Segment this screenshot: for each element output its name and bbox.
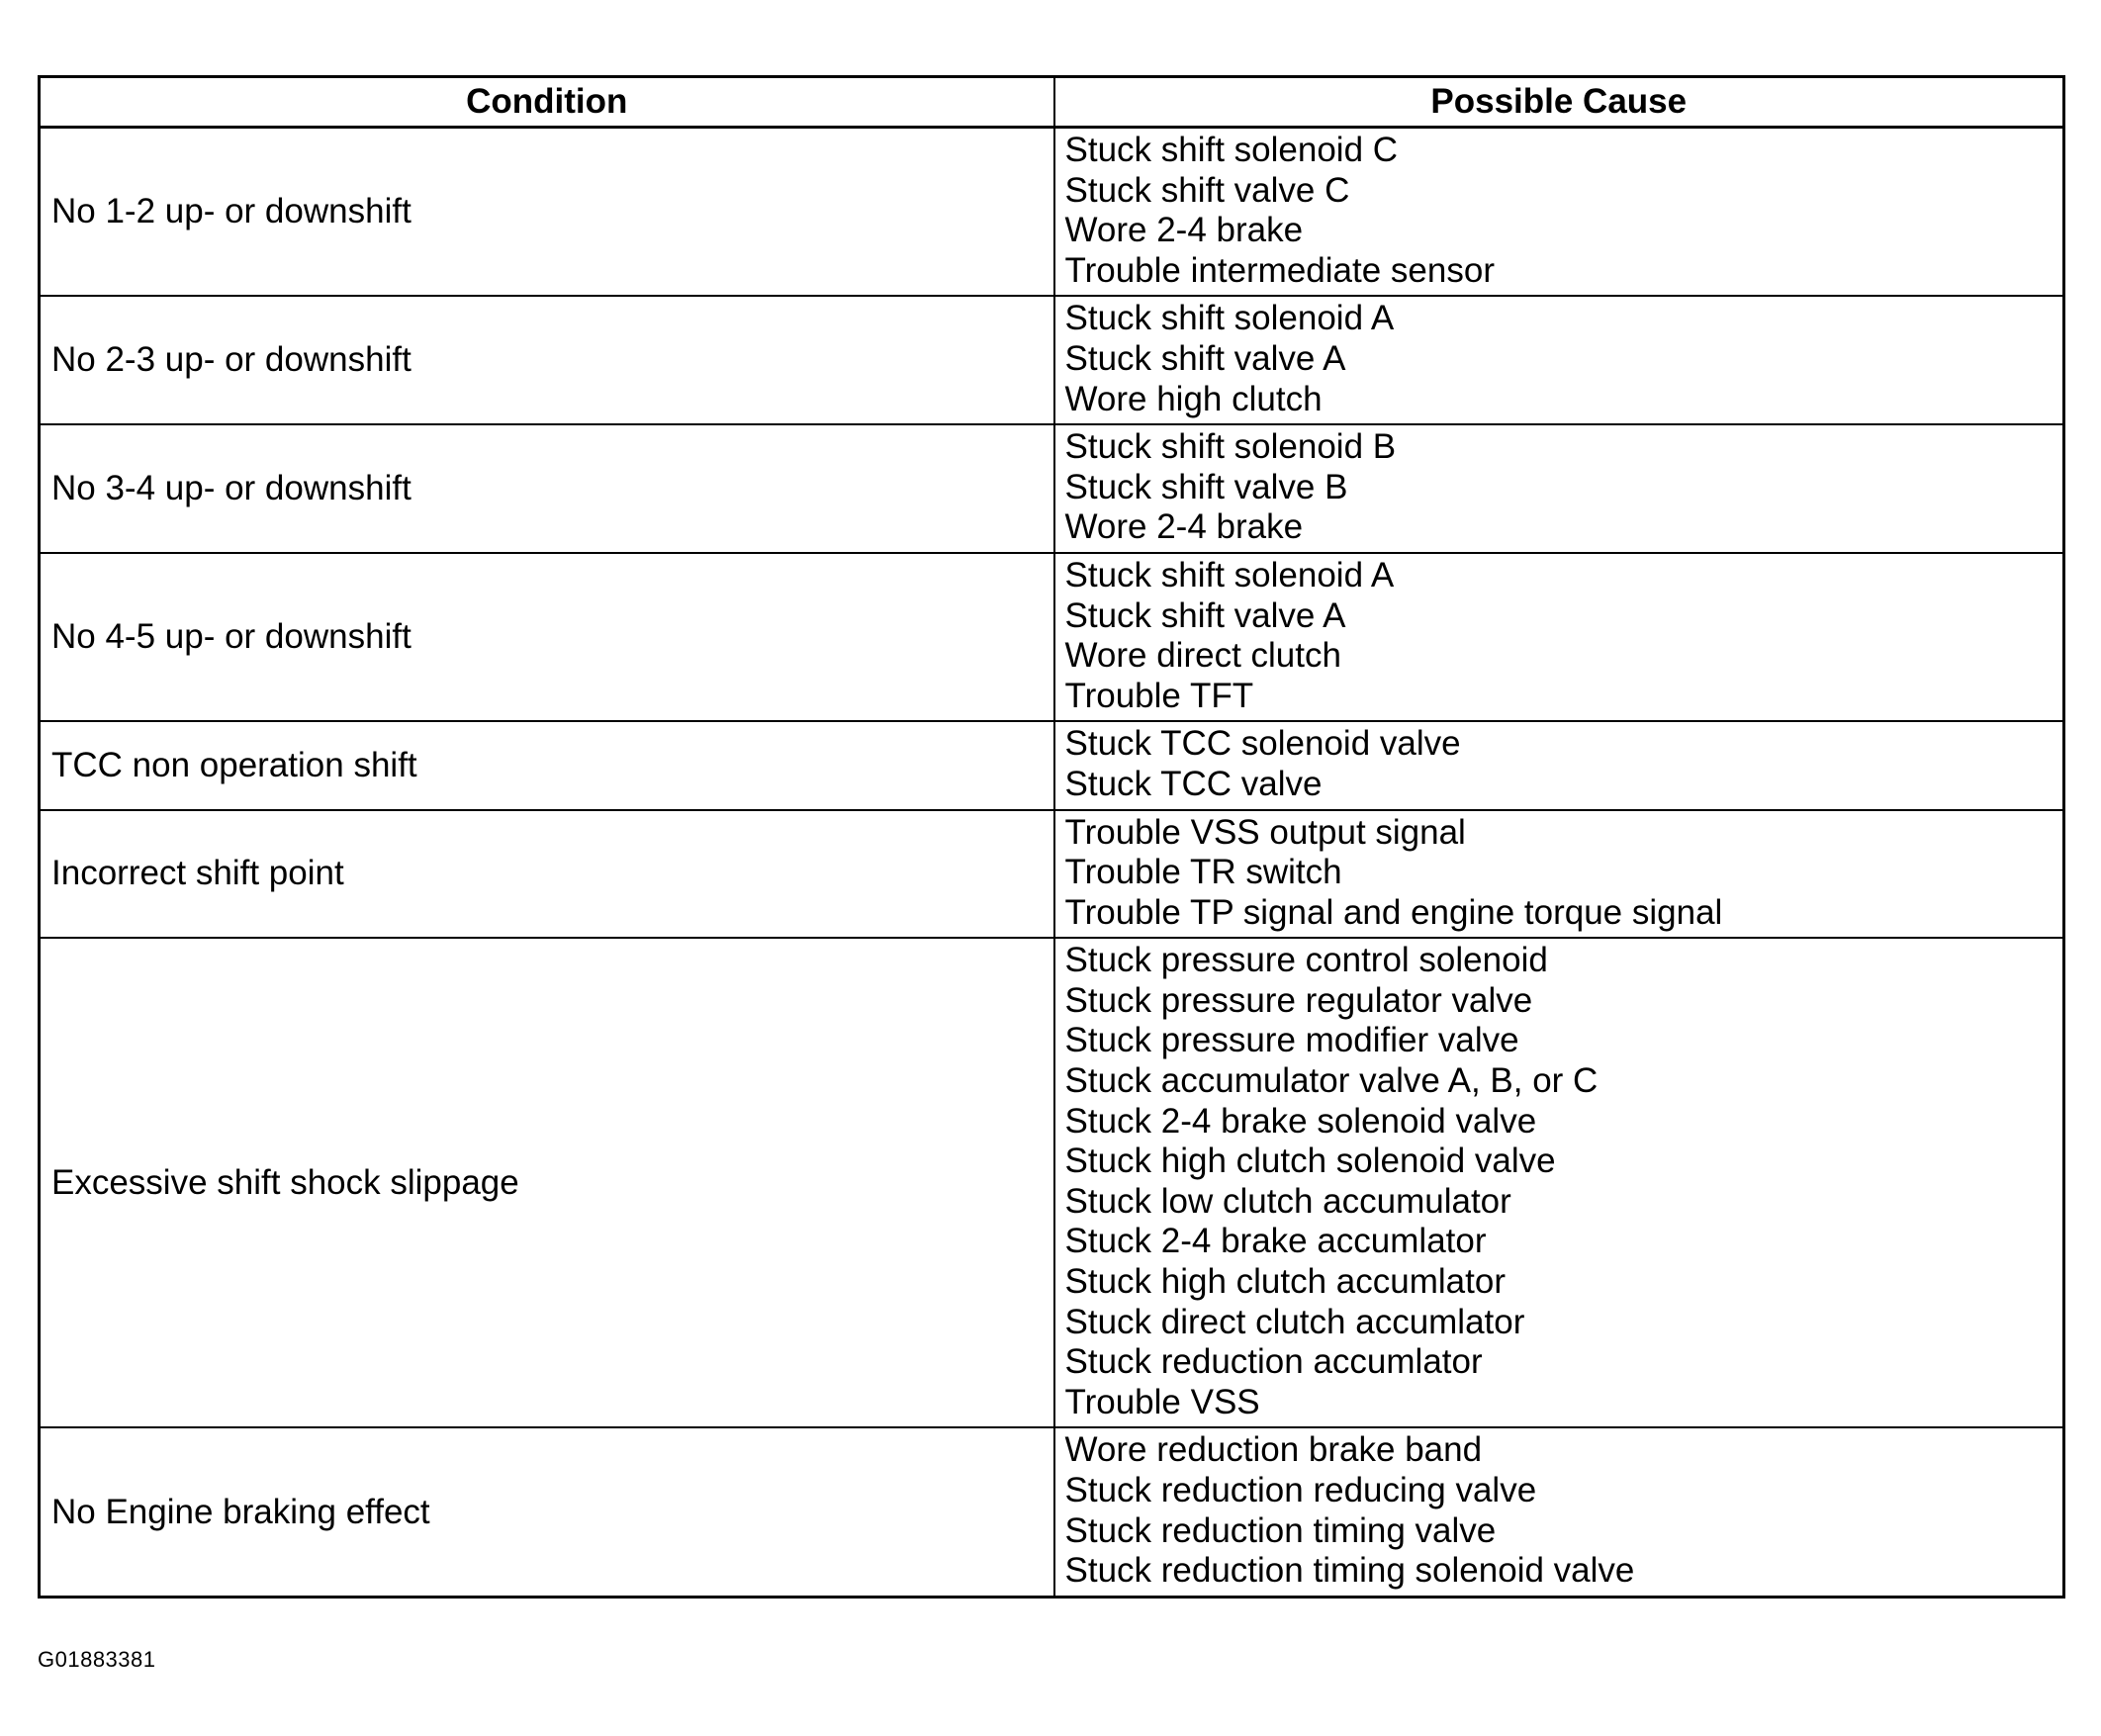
table-row — [40, 128, 2064, 297]
cause-item: Stuck high clutch accumlator — [1064, 1262, 1506, 1302]
cause-item: Stuck shift solenoid A — [1064, 555, 1395, 594]
table-row — [40, 1427, 2064, 1597]
diagnosis-table — [38, 75, 2065, 1599]
cause-item: Stuck 2-4 brake accumlator — [1064, 1222, 1487, 1261]
cause-item: Stuck pressure regulator valve — [1064, 980, 1533, 1020]
cause-item: Stuck accumulator valve A, B, or C — [1064, 1061, 1599, 1101]
cause-item: Stuck shift solenoid B — [1064, 427, 1397, 467]
cause-item: Stuck direct clutch accumlator — [1064, 1302, 1525, 1341]
table-row — [40, 553, 2064, 721]
cause-item: Stuck shift valve C — [1064, 170, 1350, 210]
cause-item: Trouble intermediate sensor — [1064, 250, 1495, 290]
possible-cause-cell — [1054, 810, 2064, 939]
possible-cause-cell — [1054, 128, 2064, 297]
table-header — [40, 77, 2064, 128]
table-body — [40, 128, 2064, 1598]
cause-item: Stuck pressure control solenoid — [1064, 941, 1548, 980]
cause-item: Stuck TCC solenoid valve — [1064, 724, 1461, 764]
cause-item: Stuck low clutch accumulator — [1064, 1181, 1511, 1221]
cause-item: Stuck pressure modifier valve — [1064, 1021, 1519, 1060]
cause-item: Trouble TFT — [1064, 676, 1254, 715]
cause-item: Stuck reduction timing valve — [1064, 1510, 1497, 1550]
cause-list — [1065, 556, 2063, 716]
cause-item: Trouble VSS — [1064, 1382, 1260, 1421]
possible-cause-cell — [1054, 296, 2064, 424]
cause-item: Stuck reduction accumlator — [1064, 1342, 1483, 1382]
cause-list — [1065, 1430, 2063, 1591]
possible-cause-column-header: Possible Cause — [1054, 77, 2064, 128]
figure-id: G01883381 — [38, 1647, 156, 1672]
table-row — [40, 296, 2064, 424]
cause-item: Stuck 2-4 brake solenoid valve — [1064, 1101, 1537, 1141]
condition-cell: TCC non operation shift — [40, 721, 1054, 809]
table-row — [40, 810, 2064, 939]
cause-item: Wore reduction brake band — [1064, 1430, 1483, 1470]
possible-cause-cell — [1054, 553, 2064, 721]
condition-cell: No 2-3 up- or downshift — [40, 296, 1054, 424]
cause-list — [1065, 427, 2063, 548]
condition-cell: Incorrect shift point — [40, 810, 1054, 939]
cause-item: Stuck shift solenoid A — [1064, 299, 1395, 338]
table-row — [40, 721, 2064, 809]
table-row — [40, 938, 2064, 1427]
cause-item: Stuck shift valve A — [1064, 338, 1346, 378]
cause-item: Trouble VSS output signal — [1064, 812, 1466, 852]
possible-cause-cell — [1054, 1427, 2064, 1597]
cause-list — [1065, 941, 2063, 1422]
cause-item: Wore 2-4 brake — [1064, 211, 1304, 250]
cause-item: Stuck TCC valve — [1064, 764, 1323, 803]
cause-item: Stuck high clutch solenoid valve — [1064, 1142, 1556, 1181]
cause-list — [1065, 724, 2063, 804]
condition-cell: Excessive shift shock slippage — [40, 938, 1054, 1427]
cause-item: Stuck shift valve A — [1064, 595, 1346, 635]
condition-cell: No Engine braking effect — [40, 1427, 1054, 1597]
cause-item: Stuck shift solenoid C — [1064, 131, 1399, 169]
possible-cause-cell — [1054, 721, 2064, 809]
cause-list — [1065, 813, 2063, 934]
cause-item: Trouble TP signal and engine torque signal — [1064, 892, 1723, 932]
cause-item: Stuck reduction reducing valve — [1064, 1471, 1537, 1509]
condition-cell: No 4-5 up- or downshift — [40, 553, 1054, 721]
cause-item: Stuck reduction timing solenoid valve — [1064, 1551, 1635, 1591]
cause-item: Wore direct clutch — [1064, 636, 1341, 676]
cause-item: Wore 2-4 brake — [1064, 507, 1304, 547]
condition-cell: No 1-2 up- or downshift — [40, 128, 1054, 297]
possible-cause-cell — [1054, 424, 2064, 553]
cause-item: Wore high clutch — [1064, 379, 1323, 418]
condition-column-header: Condition — [40, 77, 1054, 128]
cause-item: Trouble TR switch — [1064, 853, 1342, 892]
cause-list — [1065, 299, 2063, 419]
possible-cause-cell — [1054, 938, 2064, 1427]
cause-item: Stuck shift valve B — [1064, 467, 1348, 506]
table-row — [40, 424, 2064, 553]
cause-list — [1065, 131, 2063, 291]
header-row — [40, 77, 2064, 128]
condition-cell: No 3-4 up- or downshift — [40, 424, 1054, 553]
